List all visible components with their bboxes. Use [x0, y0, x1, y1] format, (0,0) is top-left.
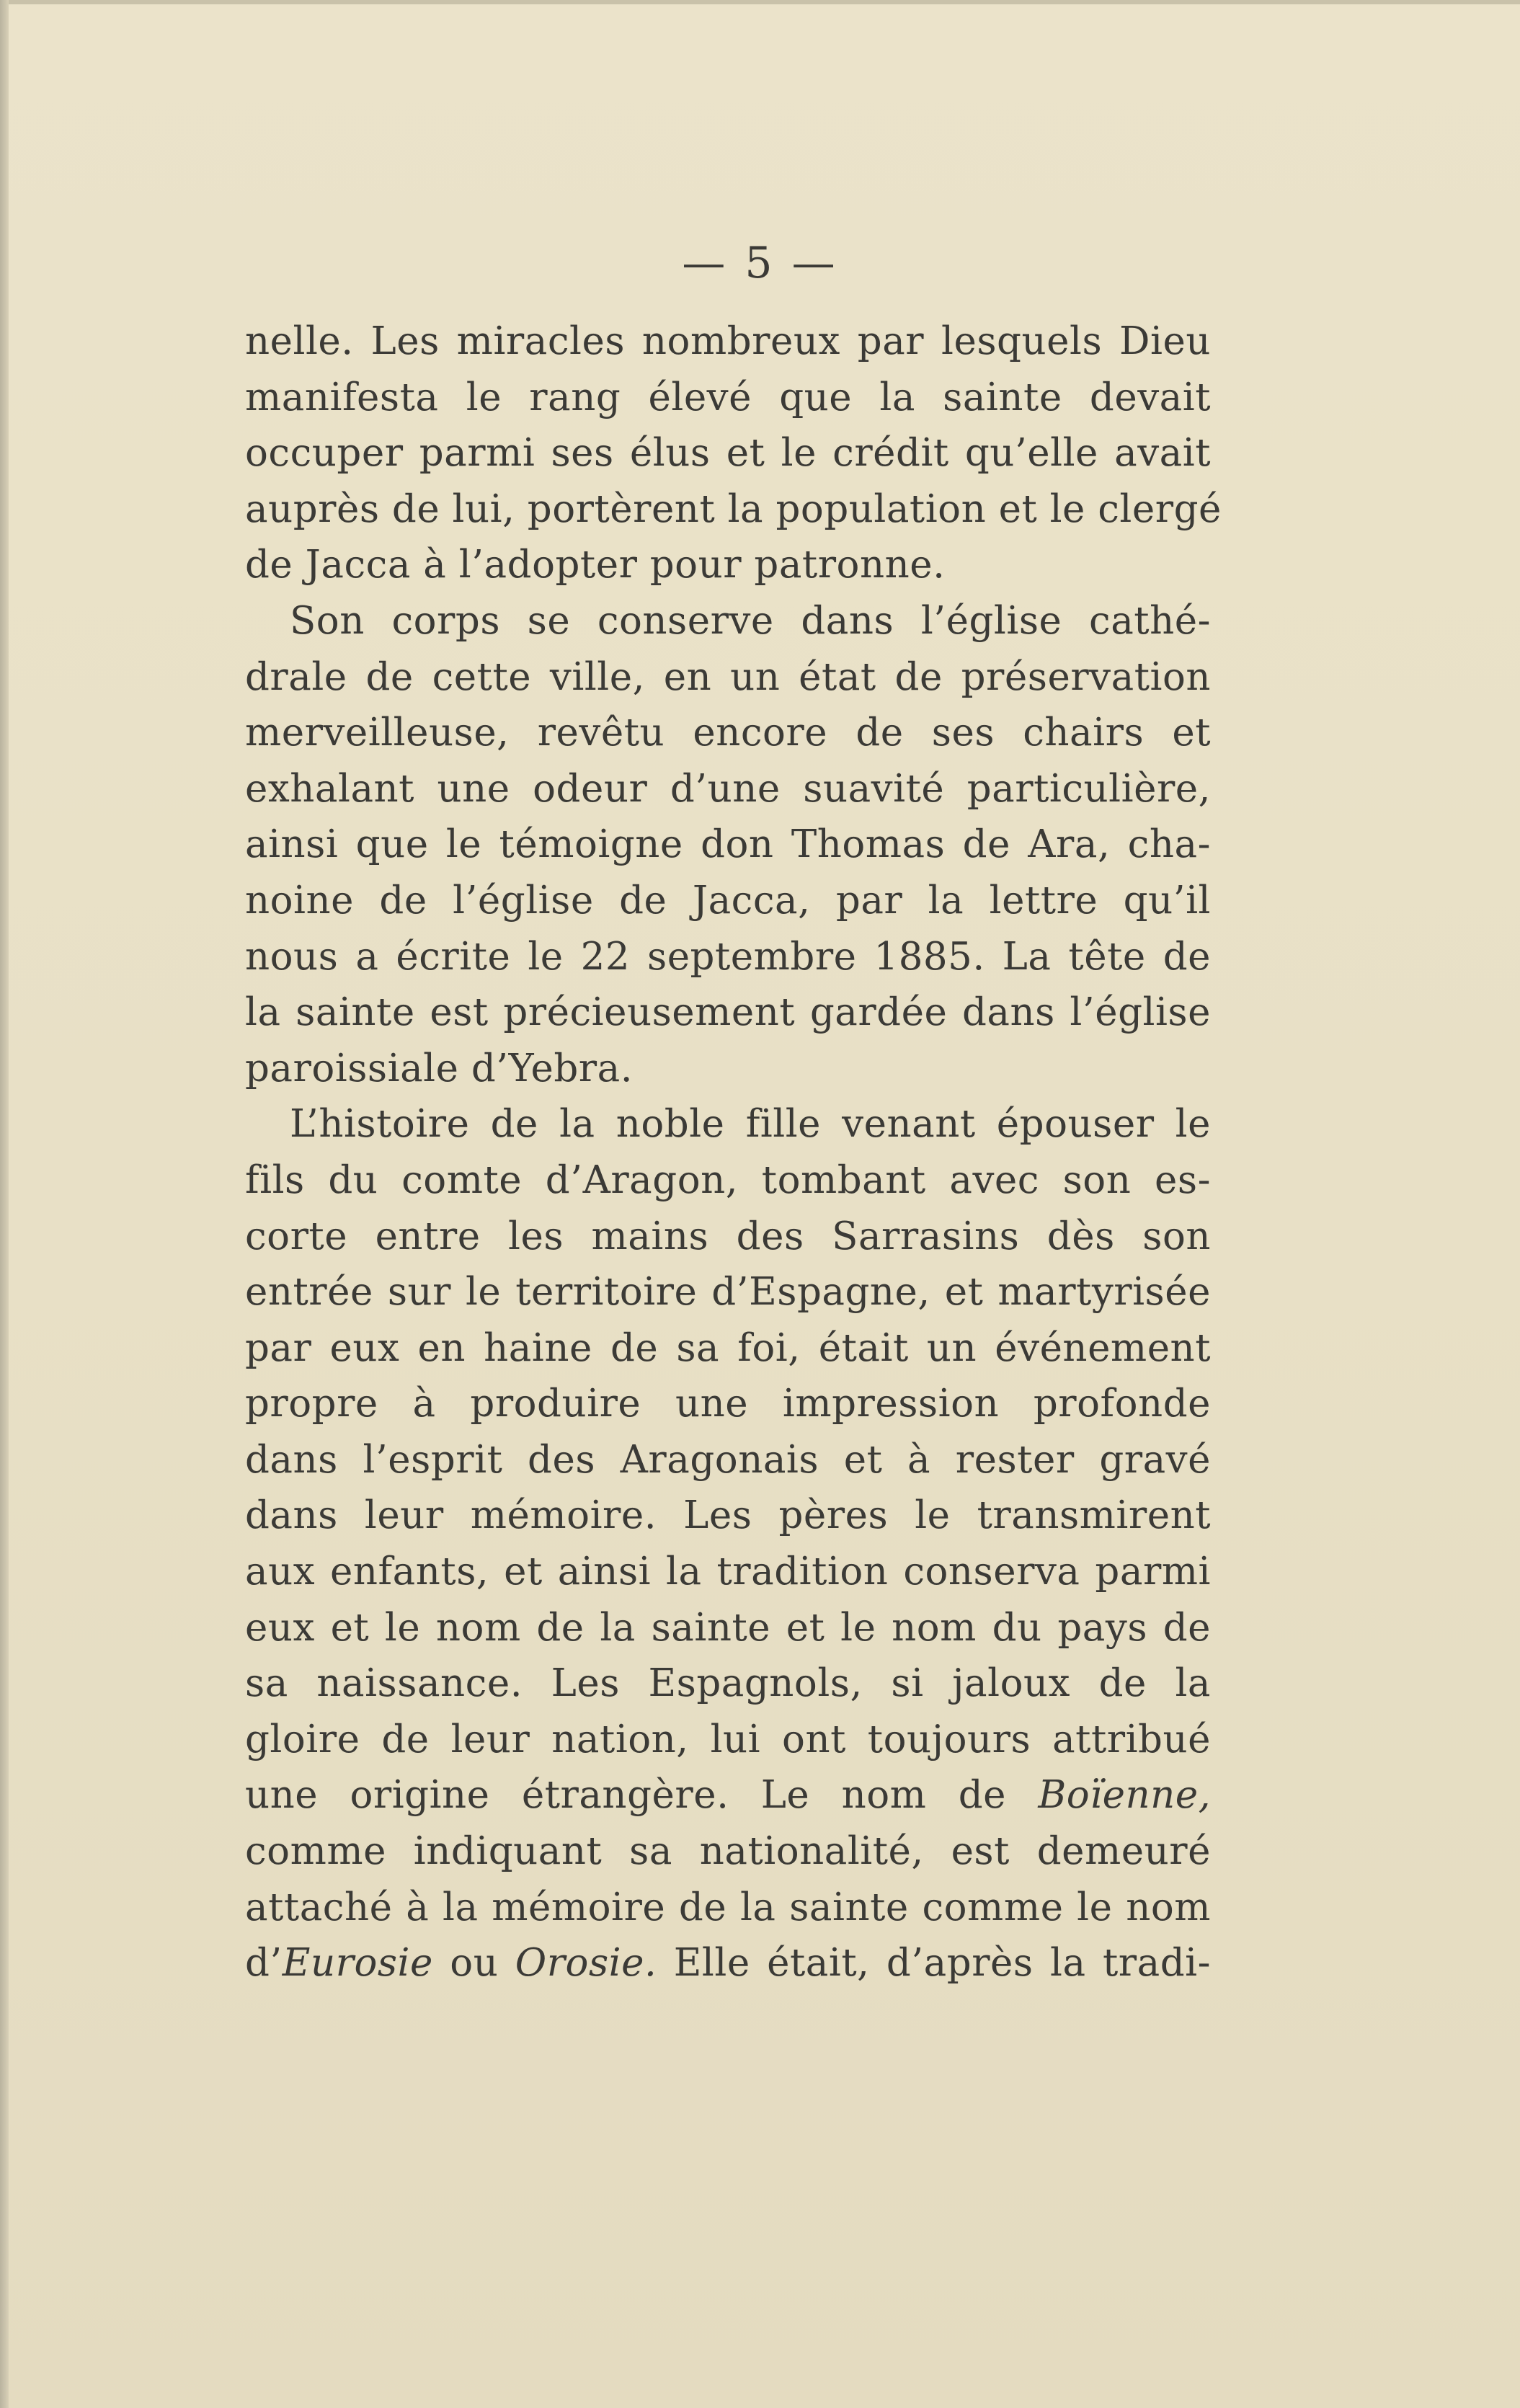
text-line-30-b: ou: [432, 1941, 515, 1986]
text-line-9: exhalant une odeur d’une suavité particulière,: [245, 766, 1211, 811]
text-line-10: ainsi que le témoigne don Thomas de Ara, cha-: [245, 822, 1211, 867]
text-line-26: gloire de leur nation, lui ont toujours attribué: [245, 1717, 1211, 1761]
text-line-17: corte entre les mains des Sarrasins dès son: [245, 1214, 1211, 1258]
text-line-2: manifesta le rang élevé que la sainte devait: [245, 375, 1211, 419]
text-line-30-a: d’: [245, 1941, 283, 1986]
text-line-18: entrée sur le territoire d’Espagne, et martyrisée: [245, 1270, 1211, 1315]
page-number: — 5 —: [682, 238, 838, 288]
text-line-28: comme indiquant sa nationalité, est demeuré: [245, 1829, 1211, 1874]
page-left-edge: [0, 0, 9, 2408]
text-line-16: fils du comte d’Aragon, tombant avec son es-: [245, 1158, 1211, 1202]
text-line-30-italic-2: Orosie.: [515, 1941, 657, 1986]
page-top-edge: [0, 0, 1520, 4]
text-line-27: [245, 1767, 1211, 1823]
text-line-20: propre à produire une impression profonde: [245, 1382, 1211, 1426]
text-line-21: dans l’esprit des Aragonais et à rester gravé: [245, 1437, 1211, 1482]
text-line-11: noine de l’église de Jacca, par la lettre qu’il: [245, 878, 1211, 923]
text-line-1: nelle. Les miracles nombreux par lesquels Dieu: [245, 319, 1211, 363]
text-line-30-italic-1: Eurosie: [282, 1941, 433, 1986]
text-line-3: occuper parmi ses élus et le crédit qu’elle avait: [245, 431, 1211, 476]
text-line-13: la sainte est précieusement gardée dans l’église: [245, 990, 1211, 1035]
text-line-30-c: Elle était, d’après la tradi-: [657, 1941, 1211, 1986]
text-line-7: drale de cette ville, en un état de préservation: [245, 654, 1211, 699]
text-line-4: auprès de lui, portèrent la population et le clergé: [245, 487, 1222, 531]
text-line-19: par eux en haine de sa foi, était un événement: [245, 1325, 1211, 1370]
text-line-8: merveilleuse, revêtu encore de ses chairs et: [245, 711, 1211, 755]
text-line-23: aux enfants, et ainsi la tradition conserva parmi: [245, 1550, 1211, 1594]
text-line-14: paroissiale d’Yebra.: [245, 1046, 634, 1090]
text-line-30: [245, 1935, 1211, 1991]
text-line-12: nous a écrite le 22 septembre 1885. La tête de: [245, 934, 1211, 979]
text-line-24: eux et le nom de la sainte et le nom du pays de: [245, 1605, 1211, 1650]
text-line-5: de Jacca à l’adopter pour patronne.: [245, 543, 946, 587]
body-text: [245, 314, 1222, 1991]
text-line-15: L’histoire de la noble fille venant épouser le: [290, 1102, 1211, 1147]
text-line-27-italic: Boïenne,: [1038, 1773, 1211, 1818]
text-line-25: sa naissance. Les Espagnols, si jaloux de la: [245, 1661, 1211, 1706]
text-line-27-roman: une origine étrangère. Le nom de: [245, 1773, 1007, 1818]
text-line-29: attaché à la mémoire de la sainte comme le nom: [245, 1885, 1211, 1929]
text-line-22: dans leur mémoire. Les pères le transmirent: [245, 1493, 1211, 1538]
text-line-6: Son corps se conserve dans l’église cathé-: [290, 598, 1211, 643]
